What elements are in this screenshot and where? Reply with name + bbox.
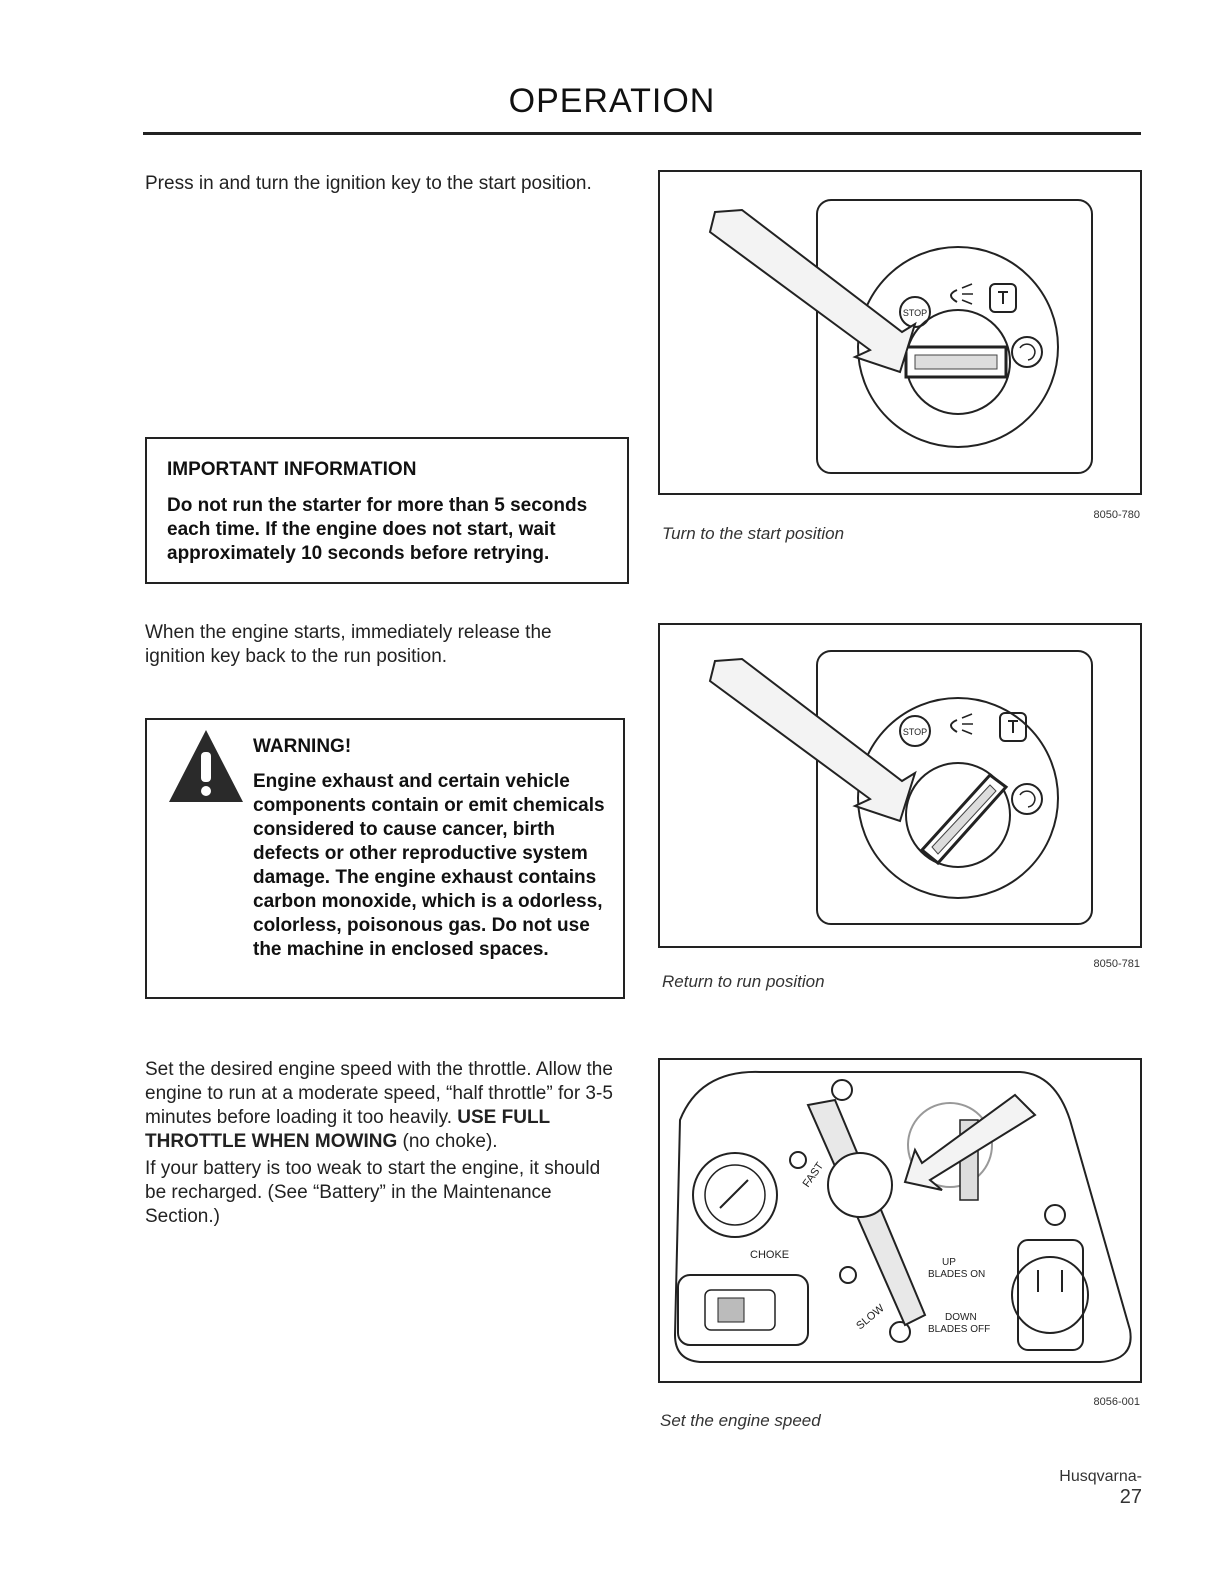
release-instruction: When the engine starts, immediately release the ignition key back to the run position. [145,622,552,667]
throttle-text-bold: USE FULL THROTTLE WHEN MOWING [145,1107,550,1152]
blades-off-label: BLADES OFF [928,1324,991,1335]
figure-code: 8050-780 [1093,509,1140,521]
battery-instruction: If your battery is too weak to start the engine, it should be recharged. (See “Battery” in the Maintenance Section.) [145,1158,601,1227]
figure-engine-speed [658,1058,1142,1383]
figure-ignition-run [658,623,1142,948]
throttle-text-1: Set the desired engine speed with the throttle. Allow the engine to run at a moderate speed, “half throttle” for 3-5 minutes before loading it too heavily. [145,1059,613,1128]
fast-label: FAST [800,1160,827,1190]
figure-code: 8056-001 [1093,1396,1140,1408]
stop-label: STOP [902,308,928,318]
up-label: UP [942,1257,956,1268]
warning-text: Engine exhaust and certain vehicle components contain or emit chemicals considered to cause cancer, birth defects or other reproductive system damage. The engine exhaust contains carbon monoxide, which is a odorless, colorless, poisonous gas. Do not use the machine in enclosed spaces. [253,771,605,960]
important-info-text: Do not run the starter for more than 5 seconds each time. If the engine does not start, wait approximately 10 seconds before retrying. [167,495,588,564]
footer-brand: Husqvarna- [1059,1468,1142,1485]
stop-label: STOP [902,727,928,737]
start-instruction: Press in and turn the ignition key to the start position. [145,173,592,194]
figure-caption: Return to run position [662,972,825,991]
ignition-run-illustration [660,625,1140,946]
slow-label: SLOW [854,1302,887,1333]
figure-ignition-start [658,170,1142,495]
figure-caption: Turn to the start position [662,524,845,543]
down-label: DOWN [945,1312,977,1323]
title-divider [143,132,1141,135]
page-title: OPERATION [508,82,716,120]
choke-label: CHOKE [750,1249,790,1261]
page-number: 27 [1119,1486,1142,1508]
ignition-start-illustration [660,172,1140,493]
page-footer [1040,1468,1142,1509]
blades-on-label: BLADES ON [928,1269,986,1280]
throttle-text-2: (no choke). [402,1131,498,1152]
figure-caption: Set the engine speed [660,1411,821,1430]
throttle-panel-illustration [660,1060,1140,1381]
important-info-title: IMPORTANT INFORMATION [167,459,417,480]
figure-code: 8050-781 [1093,958,1140,970]
important-info-box [145,437,629,584]
warning-box [145,718,625,999]
warning-title: WARNING! [253,736,352,757]
throttle-instruction [145,1058,623,1154]
warning-triangle-icon [167,728,245,804]
